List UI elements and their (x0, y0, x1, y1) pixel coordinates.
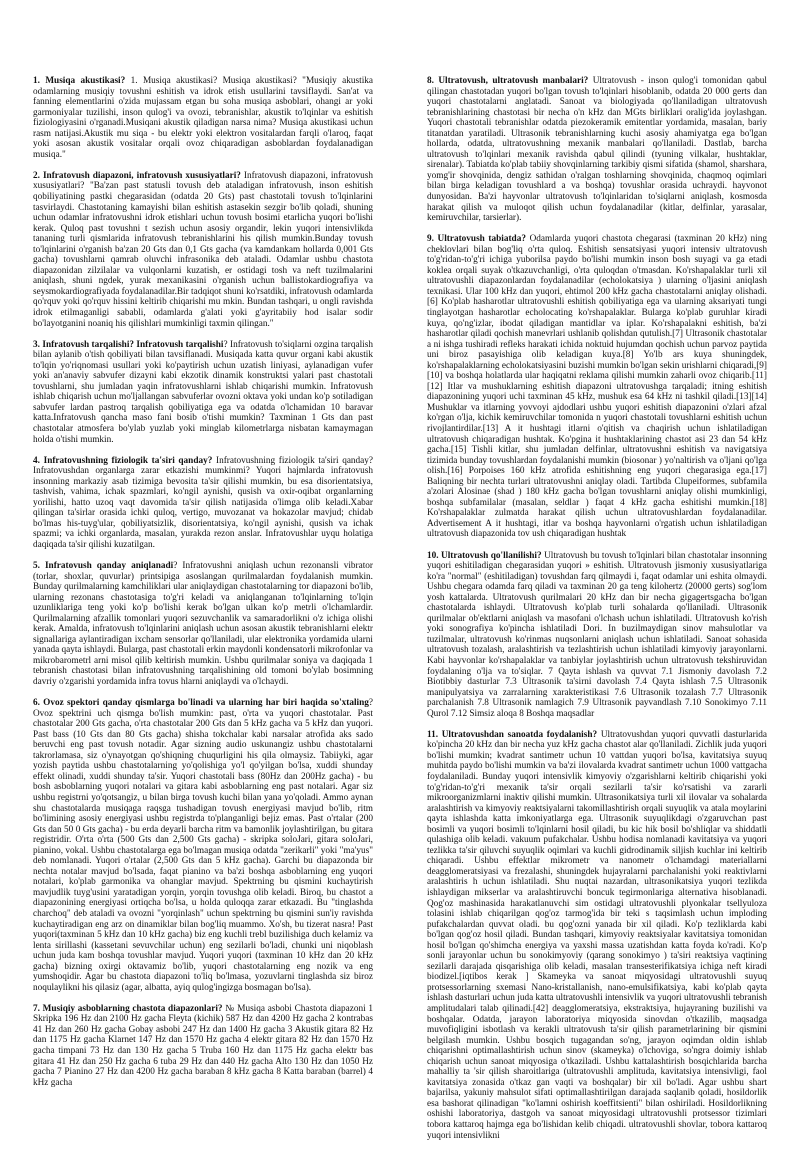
question-1 (33, 76, 373, 160)
question-text: ? Infratovushni aniqlash uchun rezonansli vibrator (torlar, shoxlar, quvurlar) printsipiga asoslangan qurilmalardan foydalanish mumkin. Bunday qurilmalarning kamchiliklari ular aniqlaydigan chastotalarning tor diapazoni bo'lib, ularning rezonans chastotasiga to'g'ri keladi va aniqlanganan to'lqinlarning to'lqin uzunliklariga teng yoki ko'p bo'lishi kerak bo'lgan ulkan ko'p metrli o'lchamlardir. Qurilmalarning afzallik tomonlari yuqori sezuvchanlik va samaradorlikni o'z ichiga olishi kerak. Amalda, infratovush to'lqinlarini aniqlash uchun asosan akustik tebranishlarni elektr signallariga aylantiradigan ixcham sensorlar qo'llaniladi, ular elektronika yordamida ularni yanada qayta ishlaydi. Bularga, past chastotali erkin maydonli kondensatorli mikrofonlar va mikrobarometrl arni misol qilib keltirish mumkin. Ushbu qurilmalar soniya va daqiqada 1 tebranish chastotasi bilan infratovushning tarqalishining old tomoni bo'ylab bosimning davriy o'zgarishi yordamida infra tovus hlarni aniqlaydi va o'lchaydi. (33, 560, 374, 687)
left-column (33, 76, 373, 1099)
question-title: 5. Infratovush qanday aniqlanadi (33, 560, 174, 571)
question-9 (427, 234, 767, 540)
question-text: Infratovushning fiziologik ta'siri qanday? Infratovushdan organlarga zarar etkazishi mumkinmi? Yuqori hajmlarda infratovush insonning markaziy asab tizimiga bevosita ta'sir qilishi mumkin, bu esa disorientatsiya, tashvish, vahima, ichak spazmlari, ko'ngil aynishi, qusish va oxir-oqibat organlarning yorilishi, hatto uzoq vaqt davomida ta'sir qilish natijasida o'limga olib keladi.Xabar qilingan ta'sirlar orasida ichki quloq, vertigo, muvozanat va hokazolar mavjud; chidab bo'lmas his-tuyg'ular, qobiliyatsizlik, disorientatsiya, ko'ngil aynishi, qusish va ichak spazmi; va ichki organlarda, masalan, yurakda rezon anslar. Infratovushlar uyqu holatiga daqiqada ta'sir qilishi kuzatilgan. (33, 455, 374, 550)
question-text: ? Ovoz spektrini uch qismga bo'lish mumkin: past, o'rta va yuqori chastotalar. Past chastotalar 200 Gts gacha, o'rta chastotalar 200 Gts dan 5 kHz gacha va 5 kHz dan yuqori. Past bass (10 Gts dan 80 Gts gacha) shisha tokchalar kabi narsalar atrofida aks sado beruvchi eng past tovush notadir. Agar sizning audio uskunangiz ushbu chastotalarni takrorlamasa, siz o'ynayotgan qo'shiqning chuqurligini his qila olmaysiz. Tabiiyki, agar yozish paytida ushbu chastotalarning yo'qolishiga yo'l qo'yilgan bo'lsa, xuddi shunday effekt olinadi, xuddi shunday ta'sir. Yuqori chastotali bass (80Hz dan 200Hz gacha) - bu bosh asboblarning yuqori notalari va gitara kabi asboblarning eng past notalari. Agar siz ushbu registrni yo'qotsangiz, u bilan birga tovush kuchi bilan yana yo'qoladi. Ammo aynan shu chastotalarda musiqaga raqsga tushadigan tovush energiyasi mavjud bo'lib, ritm bo'limining asosiy energiyasi ushbu registrda to'planganligi bejiz emas. Past o'rtalar (200 Gts dan 50 0 Gts gacha) - bu erda deyarli barcha ritm va bamonlik joylashtirilgan, bu gitara registridir. O'rta o'rta (500 Gts dan 2,500 Gts gacha) - skripka soloJari, gitara soloJari, pianino, vokal. Ushbu chastotalarga ega bo'lmagan musiqa odatda "zerikarli" yoki "ma'yus" deb nomlanadi. Yuqori o'rtalar (2,500 Gts dan 5 kHz gacha). Garchi bu diapazonda bir nechta notalar mavjud bo'lsada, faqat pianino va ba'zi boshqa asboblarning eng yuqori notalari, ko'plab garmonika va ohanglar mavjud. Spektrning bu qismini kuchaytirish mavjudlik tuyg'usini yaratadigan yorqin, yorqin tovushga olib keladi. Biroq, bu chastot a diapazonining energiyasi ortiqcha bo'lsa, u holda quloqqa zarar etkazadi. Bu "tinglashda charchoq" deb ataladi va ovozni "yorqinlash" uchun spektrning bu qismini sun'iy ravishda kuchaytiradigan eng arz on dinamiklar bilan bog'liq muammo. Xo'sh, bu tizerat nasra! Past yuqori(taxminan 5 kHz dan 10 kHz gacha) biz eng kuchli trebl buzilishiga duch kelamiz va lenta sirillashi (kassetani sevuvchilar uchun) eng sezilarli bo'ladi, chunki uni niqoblash uchun juda kam boshqa tovushlar mavjud. Yuqori yuqori (taxminan 10 kHz dan 20 kHz gacha) bizning oxirgi oktavamiz bo'lib, yuqori chastotalarning eng nozik va eng yumshoqidir. Agar bu chastota diapazoni to'liq bo'lmasa, yozuvlarni tinglashda siz biroz noqulaylikni his qilasiz (agar, albatta, ayiq qulog'ingizga bosmagan bo'lsa). (33, 698, 373, 993)
question-title: 4. Infratovushning fiziologik ta'siri qanday? (33, 455, 213, 466)
question-title: 9. Ultratovush tabiatda? (427, 234, 526, 245)
question-title: 8. Ultratovush, ultratovush manbalari? (427, 76, 589, 86)
question-6 (33, 698, 373, 993)
question-text: 1. Musiqa akustikasi? Musiqa akustikasi? "Musiqiy akustika odamlarning musiqiy tovushni eshitish va idrok etish usullarini tavsiflaydi. San'at va fanning elementlarini o'zida mujassam etgan bu soha musiqa asboblari, ohangi ar yoki garmoniyalar tuzilishi, inson qulog'i va ovozi, tebranishlar, akustik to'lqinlar va eshitish fiziologiyasini o'rganadi.Musiqani akustik qiladigan narsa nima? Musiqa akustikasi uchun rasm natijasi.Akustik mu siqa - bu elektr yoki elektron vositalardan farqli o'laroq, faqat yoki asosan akustik vositalar orqali ovoz chiqaradigan asboblardan foydalanadigan musiqa." (33, 76, 374, 160)
question-title: 1. Musiqa akustikasi? (33, 76, 126, 86)
question-text: Ultratovush bu tovush to'lqinlari bilan chastotalar insonning yuqori eshitiladigan chegarasidan yuqori » eshitish. Ultratovush jismoniy xususiyatlariga ko'ra "normal" (eshitiladigan) tovushdan farq qilmaydi i, faqat odamlar uni eshita olmaydi. Ushbu chegara odamda farq qiladi va taxminan 20 ga teng kilohertz (20000 gerts) sog'lom yosh kattalarda. Ultratovush qurilmalari 20 kHz dan bir necha gigagertsgacha bo'lgan chastotalarda ishlaydi. Ultratovush ko'plab turli sohalarda qo'llaniladi. Ultrasonik qurilmalar ob'ektlarni aniqlash va masofani o'lchash uchun ishlatiladi. Ultratovush ko'rish yoki sonografiya ko'pincha ishlatiladi Dori. In buzilmaydigan sinov mahsulotlar va tuzilmalar, ultratovush ko'rinmas nuqsonlarni aniqlash uchun ishlatiladi. Sanoat sohasida ultratovush tozalash, aralashtirish va tezlashtirish uchun ishlatiladi kimyoviy jarayonlarni. Kabi hayvonlar ko'rshapalaklar va tanbiylar joylashtirish uchun ultratovush tekshiruvidan foydalaning o'lja va to'siqlar. 7 Qayta ishlash va quvvat 7.1 Jismoniy davolash 7.2 Biotibbiy dasturlar 7.3 Ultrasonik ta'sirni davolash 7.4 Qayta ishlash 7.5 Ultrasonik manipulyatsiya va zarralarning xarakteristikasi 7.6 Ultrasonik tozalash 7.7 Ultrasonik parchalanish 7.8 Ultrasonik namlagich 7.9 Ultrasonik payvandlash 7.10 Sonokimyo 7.11 Qurol 7.12 Simsiz aloqa 8 Boshqa maqsadlar (427, 550, 767, 719)
question-4 (33, 456, 373, 551)
question-11 (427, 730, 767, 1141)
question-text: № Musiqa asbobi Chastota diapazoni 1 Skripka 196 Hz dan 2100 Hz gacha Fleyta (kichik) 587 Hz dan 4200 Hz gacha 2 kontrabas 41 Hz dan 260 Hz gacha Gobay asbobi 247 Hz dan 1400 Hz gacha 3 Akustik gitara 82 Hz dan 1175 Hz gacha Klarnet 147 Hz dan 1570 Hz gacha 4 elektr gitara 82 Hz dan 1570 Hz gacha timpani 73 Hz dan 130 Hz gacha 5 Truba 160 Hz dan 1175 Hz gacha elektr bas gitara 41 Hz dan 250 Hz gacha 6 tuba 29 Hz dan 440 Hz gacha Alto 130 Hz dan 1050 Hz gacha 7 Pianino 27 Hz dan 4200 Hz gacha baraban 8 kHz gacha 8 Katta baraban (barrel) 4 kHz gacha (33, 1003, 374, 1088)
question-title: 11. Ultratovushdan sanoatda foydalanish? (427, 729, 598, 740)
right-column (427, 76, 767, 1152)
question-title: 3. Infratovush tarqalishi? Infratovush tarqalishi (33, 339, 224, 350)
question-8 (427, 76, 767, 224)
question-3 (33, 340, 373, 445)
question-text: Ultratovush - inson qulog'i tomonidan qabul qilingan chastotadan yuqori bo'lgan tovush to'lqinlari hisoblanib, odatda 20 000 gerts dan yuqori chastotalarni anglatadi. Sanoat va biologiyada qo'llaniladigan ultratovush tebranishlarining chastotasi bir necha o'n kHz dan MGts birliklari oralig'ida joylashgan. Yuqori chastotali tebranishlar odatda piezokeramik emitentlar yordamida, masalan, bariy titanatdan yaratiladi. Ultrasonik tebranishlarning kuchi asosiy ahamiyatga ega bo'lgan hollarda, odatda, ultratovushning mexanik manbalari qo'llaniladi. Dastlab, barcha ultratovush to'lqinlari mexanik ravishda qabul qilindi (tyuning vilkalar, hushtaklar, sirenalar). Tabiatda ko'plab tabiiy shovqinlarning tarkibiy qismi sifatida (shamol, sharshara, yomg'ir shovqinida, dengiz sathidan o'ralgan toshlarning shovqinida, chaqmoq oqimlari bilan birga keladigan tovushlard a va boshqa) tovushlar orasida uchraydi. hayvonot dunyosidan. Ba'zi hayvonlar ultratovush to'lqinlaridan to'siqlarni aniqlash, kosmosda harakat qilish va muloqot qilish uchun foydalanadilar (kitlar, delfinlar, yarasalar, kemiruvchilar, tarsierlar). (427, 76, 767, 224)
question-7 (33, 1004, 373, 1088)
question-text: Infratovush diapazoni, infratovush xususiyatlari? "Ba'zan past statusli tovush deb ataladigan infratovush, inson eshitish qobiliyatining pastki chegarasidan (odatda 20 Gts) past chastotali tovush to'lqinlarini tasvirlaydi. Chastotaning kamayishi bilan eshitish astasekin sezgir bo'lib qoladi, shuning uchun odamlar infratovushni idrok etishlari uchun tovush bosimi etarlicha yuqori bo'lishi kerak. Quloq past tovushni t sezish uchun asosiy organdir, lekin yuqori intensivlikda tananing turli qismlarida infratovush tebranishlarini his qilish mumkin.Bunday tovush to'lqinlarini o'rganish ba'zan 20 Gts dan 0,1 Gts gacha (va kamdankam hollarda 0,001 Gts gacha) tovushlarni qamrab oluvchi infrasonika deb ataladi. Odamlar ushbu chastota diapazonidan zilzilalar va vulqonlarni kuzatish, er ostidagi tosh va neft tuzilmalarini aniqlash, shuni ngdek, yurak mexanikasini o'rganish uchun ballistokardiografiya va seysmokardiografiyada foydalanadilar.Bir tadqiqot shuni ko'rsatdiki, infratovush odamlarda qo'rquv yoki qo'rquv hissini keltirib chiqarishi mu mkin. Bundan tashqari, u ongli ravishda idrok etilmaganligi sababli, odamlarda g'alati yoki g'ayritabiiy hod isalar sodir bo'layotganini noaniq his qilishlari mumkinligi taxmin qilingan." (33, 170, 373, 329)
question-title: 10. Ultratovush qo'llanilishi? (427, 550, 542, 561)
question-text: Ultratovushdan yuqori quvvatli dasturlarida ko'pincha 20 kHz dan bir necha yuz kHz gacha chastot alar qo'llaniladi. Zichlik juda yuqori bo'lishi mumkin; kvadrat santimetr uchun 10 vattdan yuqori bo'lsa, kavitatsiya suyuq muhitda paydo bo'lishi mumkin va ba'zi ilovalarda kvadrat santimetr uchun 1000 vattgacha foydalaniladi. Bunday yuqori intensivlik kimyoviy o'zgarishlarni keltirib chiqarishi yoki to'g'ridan-to'g'ri mexanik ta'sir orqali sezilarli ta'sir ko'rsatishi va zararli mikroorganizmlarni inaktiv qilishi mumkin. Ultrasonikatsiya turli xil ilovalar va sohalarda aralashtirish va kimyoviy reaktsiyalarni takomillashtirish orqali suyuqlik va atala moylarini qayta ishlashda katta imkoniyatlarga ega. Ultrasonik suyuqlikdagi o'zgaruvchan past bosimli va yuqori bosimli to'lqinlarni hosil qiladi, bu kic hik bosil bo'shliqlar va shiddatli qulashiga olib keladi. vakuum pufakchalar. Ushbu hodisa nomlanadi kavitatsiya va yuqori tezlikka ta'sir qiluvchi suyuqlik oqimlari va kuchli gidrodinamik siljish kuchlar ini keltirib chiqaradi. Ushbu effektlar mikrometr va nanometr o'lchamdagi materiallarni deagglomeratsiyasi va frezalashi, shuningdek hujayralarni parchalanishi yoki reaktivlarni aralashtiris h uchun ishlatiladi. Shu nuqtai nazardan, ultrasonikatsiya yuqori tezlikda ishlaydigan mikserlar va aralashtiruvchi boncuk tegirmonlariga alternativa hisoblanadi. Qog'oz mashinasida harakatlanuvchi sim ostidagi ultratovushli plyonkalar tsellyuloza tolasini ishlab chiqarilgan qog'oz tarmog'ida bir teki s taqsimlash uchun imploding pufakchalardan quvvat oladi. bu qog'ozni yanada bir xil qiladi. Ko'p tezliklarda kabi bo'lgan qog'oz hosil qiladi. Bundan tashqari, kimyoviy reaktsiyalar kavitatsiya tomonidan hosil bo'lgan qo'shimcha energiya va yaxshi massa uzatishdan katta foyda ko'radi. Ko'p sonli jarayonlar uchun bu sonokimyoviy (qarang sonokimyo ) ta'siri reaktsiya vaqtining sezilarli darajada qisqarishiga olib keladi, masalan transesterifikatsiya ichiga neft kiradi biodizel.[iqtibos kerak ] Skameyka va sanoat miqyosidagi ultratovushli suyuq protsessorlarning sxemasi Nano-kristallanish, nano-emulsifikatsiya, kabi ko'plab qayta ishlash dasturlari uchun juda katta ultratovushli intensivlik va yuqori ultratovushli tebranish amplitudalari talab qilinadi.[42] deagglomeratsiya, ekstraktsiya, hujayraning buzilishi va boshqalar. Odatda, jarayon laboratoriya miqyosida sinovdan o'tkazilib, maqsadga muvofiqligini isbotlash va kerakli ultratovush ta'sir qilish parametrlarining bir qismini belgilash mumkin. Ushbu bosqich tugagandan so'ng, jarayon oqimdan oldin ishlab chiqarishni optimallashtirish uchun sinov (skameyka) o'lchoviga, so'ngra doimiy ishlab chiqarish uchun sanoat miqyosiga o'tkaziladi. Ushbu kattalashtirish bosqichlarida barcha mahalliy ta 'sir qilish sharoitlariga (ultratovushli amplituda, kavitatsiya intensivligi, faol kavitatsiya zonasida o'tkaz gan vaqti va boshqalar) bir xil bo'ladi. Agar ushbu shart bajarilsa, yakuniy mahsulot sifati optimallashtirilgan darajada saqlanib qoladi, hosildorlik esa bashorat qilinadigan "ko'lamni oshirish koeffitsienti" bilan oshiriladi. Hosildorlikning oshishi laboratoriya, dastgoh va sanoat miqyosidagi ultratovushli protsessor tizimlari tobora kattaroq hajmga ega bo'lishidan kelib chiqadi. ultratovushli shovlar, tobora kattaroq yuqori intensivlikni (427, 729, 768, 1141)
question-title: 7. Musiqiy asboblarning chastota diapazonlari? (33, 1003, 223, 1014)
question-title: 2. Infratovush diapazoni, infratovush xususiyatlari? (33, 170, 241, 181)
question-text: ? Infratovush to'siqlarni ozgina tarqalish bilan aylanib o'tish qobiliyati bilan tavsiflanadi. Musiqada katta quvur organi kabi akustik to'lqin yo'riqnomasi usullari yoki ko'paytirish uchun uzatish liniyasi, aylanadigan vufer yoki an'anaviy sabvufer dizayni kabi ekzotik dinamik konstruktsi yalari past chastotali tovushlarni, shu jumladan yaqin infratovushlarni ishlab chiqarishi mumkin. Infratovush ishlab chiqarish uchun mo'ljallangan sabvuferlar ovozni oktava yoki undan ko'p sotiladigan sabvufer lardan pastroq tarqalish qobiliyatiga ega va odatda o'lchamidan 10 baravar katta.Infratovush qancha maso fani bosib o'tishi mumkin? Taxminan 1 Gts dan past chastotalar atmosfera bo'ylab yuzlab yoki minglab kilometrlarga nisbatan kamaymagan holda o'tishi mumkin. (33, 339, 373, 445)
question-10 (427, 551, 767, 720)
question-5 (33, 561, 373, 688)
question-text: Odamlarda yuqori chastota chegarasi (taxminan 20 kHz) ning cheklovlari bilan bog'liq o'rta quloq. Eshitish sensatsiyasi yuqori intensiv ultratovush to'g'ridan-to'g'ri ichiga yuborilsa paydo bo'lishi mumkin inson bosh suyagi va ga etadi koklea orqali suyak o'tkazuvchanligi, o'rta quloqdan o'tmasdan. Ko'rshapalaklar turli xil ultratovushli diapazonlardan foydalanadilar (echolokatsiya ) ularning o'ljasini aniqlash texnikasi. Ular 100 kHz dan yuqori, ehtimol 200 kHz gacha chastotalarni aniqlay olishadi.[6] Ko'plab hasharotlar ultratovushli eshitish qobiliyatiga ega va ularning aksariyati tungi tinglayotgan hasharotlar echolocating ko'rshapalaklar. Bularga ko'plab guruhlar kiradi kuya, qo'ng'izlar, ibodat qiladigan mantidlar va iplar. Ko'rshapalakni eshitish, ba'zi hasharotlar qiladi qochish manevrlari ushlanib qolishdan qutulish.[7] Ultrasonik chastotalar a ni ishga tushiradi refleks harakati ichida noktuid hujumdan qochish uchun parvoz paytida uni biroz pasayishiga olib keladigan kuya.[8] Yo'lb ars kuya shuningdek, ko'rshapalaklarning echolokatsiyasini buzishi mumkin bo'lgan sekin urishlarni chiqaradi,[9][10] va boshqa holatlarda ular haqiqatni reklama qilishi mumkin zaharli ovoz chiqarib.[11][12] Itlar va mushuklarning eshitish diapazoni ultratovushga tarqaladi; itning eshitish diapazonining yuqori uchi taxminan 45 kHz, mushuk esa 64 kHz ni tashkil qiladi.[13][14] Mushuklar va itlarning yovvoyi ajdodlari ushbu yuqori eshitish diapazonini o'zlari afzal ko'rgan o'lja, kichik kemiruvchilar tomonida n yuqori chastotali tovushlarni eshitish uchun rivojlantirdilar.[13] A it hushtagi itlarni o'qitish va chaqirish uchun ishlatiladigan ultratovush chiqaradigan hushtak. Ko'pgina it hushtaklarining chastot asi 23 dan 54 kHz gacha.[15] Tishli kitlar, shu jumladan delfinlar, ultratovushni eshitish va navigatsiya tizimida bunday tovushlardan foydalanishi mumkin (biosonar ) yo'naltirish va o'ljani qo'lga olish.[16] Porpoises 160 kHz atrofida eshitishning eng yuqori chegarasiga ega.[17] Baliqning bir nechta turlari ultratovushni aniqlay oladi. Tartibda Clupeiformes, subfamila a'zolari Alosinae (shad ) 180 kHz gacha bo'lgan tovushlarni aniqlay olishi mumkinligi, boshqa subfamilalar (masalan, seldlar ) faqat 4 kHz gacha eshitishi mumkin.[18] Ko'rshapalaklar zulmatda harakat qilish uchun ultratovushlardan foydalanadilar. Advertisement A it hushtagi, itlar va boshqa hayvonlarni o'rgatish uchun ishlatiladigan ultratovush diapazonida tov ush chiqaradigan hushtak (427, 234, 767, 540)
question-title: 6. Ovoz spektori qanday qismlarga bo'linadi va ularning har biri haqida so'xtaling (33, 698, 369, 709)
question-2 (33, 171, 373, 329)
